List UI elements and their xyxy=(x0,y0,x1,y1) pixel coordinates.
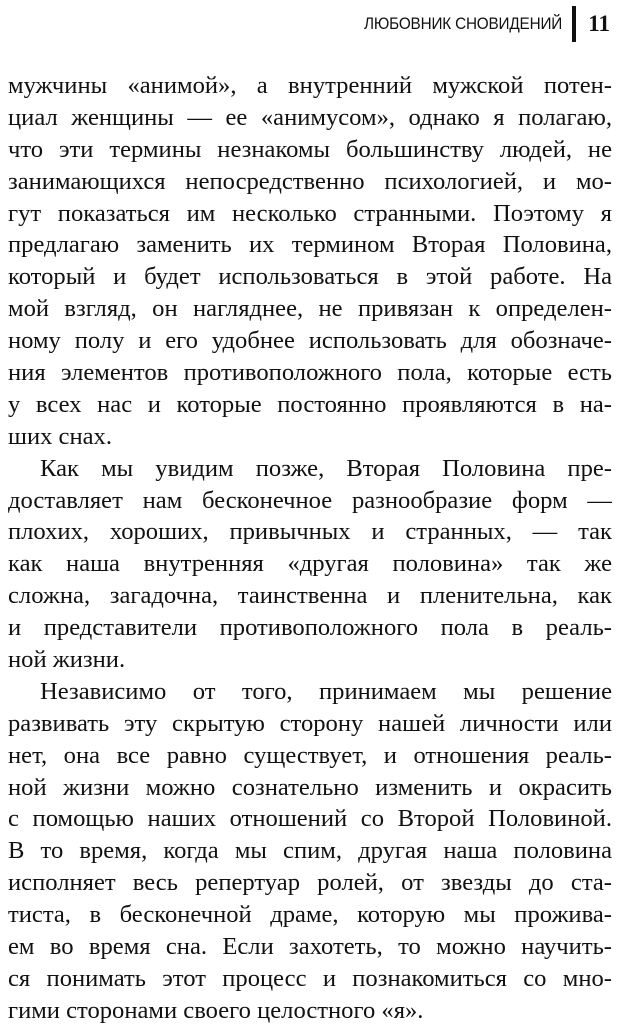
text-line: ся понимать этот процесс и познакомиться со мно- xyxy=(8,964,612,992)
text-line: что эти термины незнакомы большинству людей, не xyxy=(8,135,612,163)
page-number: 11 xyxy=(588,11,610,36)
text-line: В то время, когда мы спим, другая наша половина xyxy=(8,837,612,865)
text-line: циал женщины — ее «анимусом», однако я полагаю, xyxy=(8,103,612,131)
text-line: у всех нас и которые постоянно проявляются в на- xyxy=(8,390,612,418)
text-line: занимающихся непосредственно психологией, и мо- xyxy=(8,167,612,195)
text-line: предлагаю заменить их термином Вторая Половина, xyxy=(8,231,612,259)
text-line: тиста, в бесконечной драме, которую мы прожива- xyxy=(8,901,612,929)
text-line: с помощью наших отношений со Второй Половиной. xyxy=(8,805,612,833)
text-line: ших снах. xyxy=(8,422,112,450)
text-line: сложна, загадочна, таинственна и пленительна, как xyxy=(8,582,612,610)
text-line: как наша внутренняя «другая половина» так же xyxy=(8,550,612,578)
text-line: Как мы увидим позже, Вторая Половина пре- xyxy=(40,454,612,482)
text-line: мой взгляд, он нагляднее, не привязан к определен- xyxy=(8,295,612,323)
text-line: и представители противоположного пола в реаль- xyxy=(8,614,612,642)
text-line: плохих, хороших, привычных и странных, — так xyxy=(8,518,612,546)
body-text xyxy=(8,70,612,1027)
text-line: ной жизни. xyxy=(8,646,126,674)
text-line: ной жизни можно сознательно изменить и окрасить xyxy=(8,773,612,801)
paragraph-2 xyxy=(8,453,612,676)
text-line: ния элементов противоположного пола, которые есть xyxy=(8,359,612,387)
text-line: который и будет использоваться в этой работе. На xyxy=(8,263,612,291)
text-line: гут показаться им несколько странными. Поэтому я xyxy=(8,199,612,227)
text-line: развивать эту скрытую сторону нашей личности или xyxy=(8,709,612,737)
paragraph-1 xyxy=(8,70,612,453)
text-line: Независимо от того, принимаем мы решение xyxy=(40,677,612,705)
text-line: мужчины «анимой», а внутренний мужской потен- xyxy=(8,72,612,99)
header-divider xyxy=(572,6,576,42)
text-line: доставляет нам бесконечное разнообразие форм — xyxy=(8,486,612,514)
text-line: ем во время сна. Если захотеть, то можно научить- xyxy=(8,933,612,961)
text-line: нет, она все равно существует, и отношения реаль- xyxy=(8,741,612,769)
text-line: ному полу и его удобнее использовать для обозначе- xyxy=(8,327,612,355)
text-line: гими сторонами своего целостного «я». xyxy=(8,996,424,1024)
running-title: ЛЮБОВНИК СНОВИДЕНИЙ xyxy=(364,14,563,33)
running-head xyxy=(342,6,610,42)
text-line: исполняет весь репертуар ролей, от звезды до ста- xyxy=(8,869,612,897)
paragraph-3 xyxy=(8,676,612,1027)
